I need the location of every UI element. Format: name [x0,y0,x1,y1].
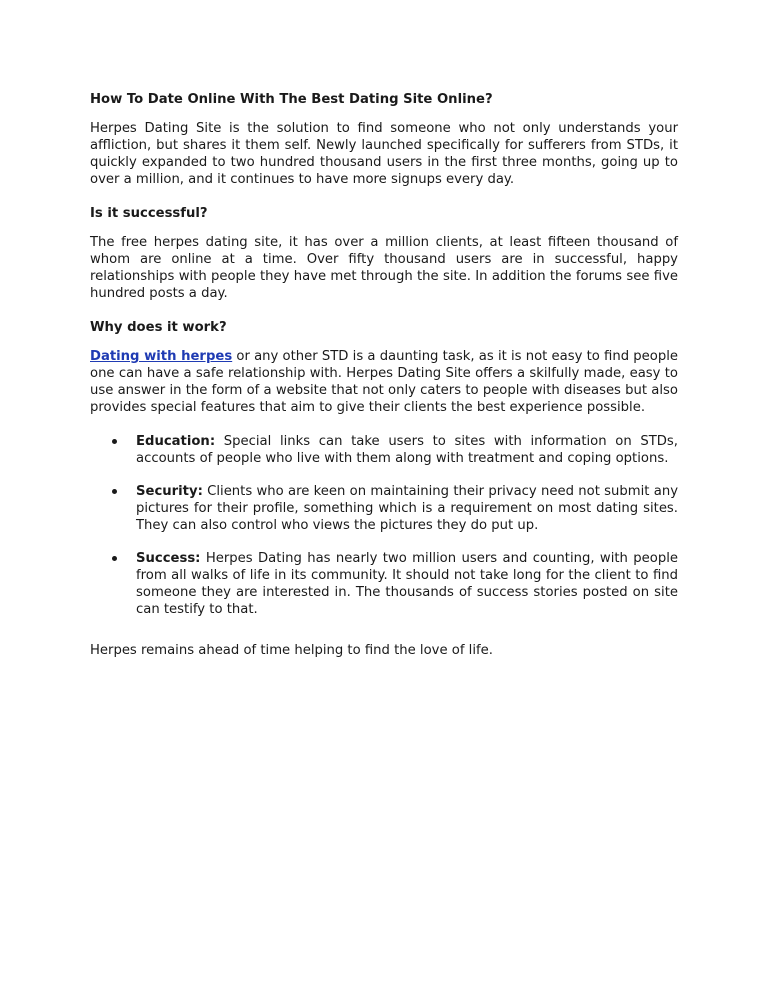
intro-paragraph: Herpes Dating Site is the solution to find someone who not only understands your affliction, but shares it them self. Newly launched specifically for sufferers from STDs, it quickly expanded to two hundred thousand users in the first three months, going up to over a million, and it continues to have more signups every day. [90,121,678,187]
feature-term: Education: [136,434,216,449]
bullet-icon [112,439,117,444]
feature-text: Herpes Dating has nearly two million users and counting, with people from all walks of life in its community. It should not take long for the client to find someone they are interested in. The thousands of success stories posted on site can testify to that. [136,551,678,617]
why-paragraph [90,348,678,416]
successful-paragraph: The free herpes dating site, it has over a million clients, at least fifteen thousand of whom are online at a time. Over fifty thousand users are in successful, happy relationships with people they have met through the site. In addition the forums see five hundred posts a day. [90,235,678,301]
section-heading-successful: Is it successful? [90,206,208,221]
section-heading-why: Why does it work? [90,320,227,335]
list-item-security [90,483,678,534]
feature-term: Security: [136,484,203,499]
feature-text: Clients who are keen on maintaining their privacy need not submit any pictures for their profile, something which is a requirement on most dating sites. They can also control who views the pictures they do put up. [136,484,678,533]
features-list [90,433,678,618]
bullet-icon [112,489,117,494]
list-item-education [90,433,678,467]
dating-with-herpes-link[interactable]: Dating with herpes [90,349,233,364]
page-title: How To Date Online With The Best Dating Site Online? [90,92,493,107]
list-item-success [90,550,678,618]
feature-term: Success: [136,551,201,566]
feature-text: Special links can take users to sites with information on STDs, accounts of people who live with them along with treatment and coping options. [136,434,678,466]
bullet-icon [112,556,117,561]
closing-paragraph: Herpes remains ahead of time helping to find the love of life. [90,643,493,658]
why-paragraph-text: or any other STD is a daunting task, as it is not easy to find people one can have a safe relationship with. Herpes Dating Site offers a skilfully made, easy to use answer in the form of a website that not only caters to people with diseases but also provides special features that aim to give their clients the best experience possible. [90,349,678,415]
document-page [90,91,678,676]
